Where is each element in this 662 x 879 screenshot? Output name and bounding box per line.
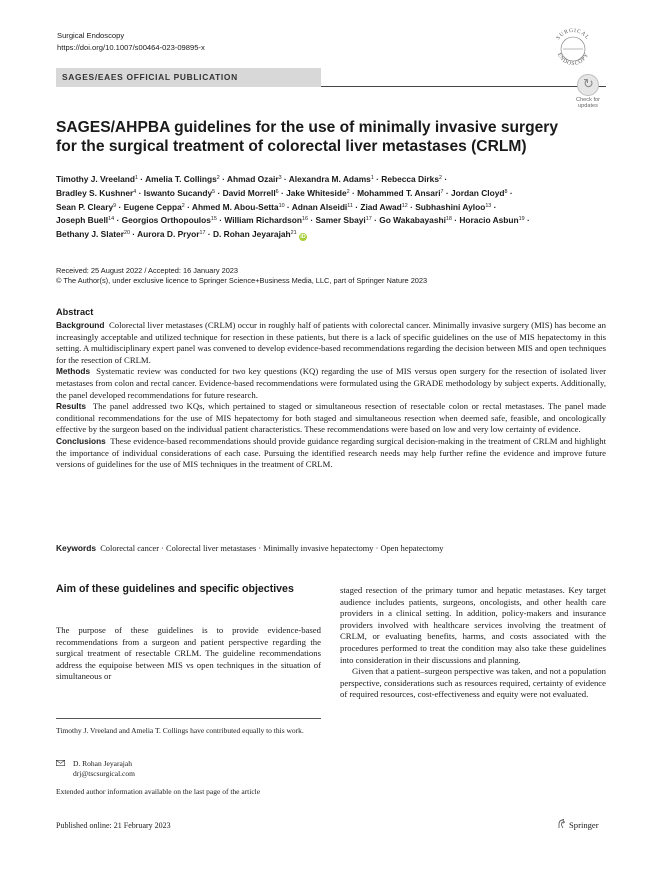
svg-text:SURGICAL: SURGICAL bbox=[555, 27, 591, 42]
doi-link[interactable]: https://doi.org/10.1007/s00464-023-09895-x bbox=[57, 43, 205, 52]
author-affiliation: 21 bbox=[290, 230, 297, 237]
author-entry bbox=[360, 202, 407, 212]
author-affiliation: 12 bbox=[401, 202, 408, 209]
author-name[interactable]: Ahmad Ozair bbox=[226, 174, 279, 184]
publisher-name: Springer bbox=[569, 820, 599, 830]
footnote-extended-info: Extended author information available on the last page of the article bbox=[56, 787, 261, 796]
keywords-text: Colorectal cancer · Colorectal liver metastases · Minimally invasive hepatectomy · Open hepatectomy bbox=[100, 544, 444, 553]
orcid-icon[interactable]: iD bbox=[300, 234, 306, 241]
published-online-date: Published online: 21 February 2023 bbox=[56, 821, 171, 830]
author-name[interactable]: Timothy J. Vreeland bbox=[56, 174, 135, 184]
author-entry bbox=[56, 229, 130, 239]
abstract-label: Conclusions bbox=[56, 435, 106, 446]
author-affiliation: 2 bbox=[346, 188, 350, 195]
abstract-label: Methods bbox=[56, 366, 91, 377]
author-list: Timothy J. Vreeland$^1$ · Amelia T. Collings$^2$ · Ahmad Ozair$^3$ · Alexandra M. Adams$^1$ · Rebecca Dirks$^2$ · Bradley S. Kushner$^4$ · Iswanto Sucandy$^5$ · David Morrell$^6$ · Jake Whiteside$^2$ · Mohammed T. Ansari$^7$ · Jordan Cloyd$^8$ · Sean P. Cleary$^9$ · Eugene Ceppa$^2$ · Ahmed M. Abou-Setta$^{10}$ · Adnan Alseidi$^{11}$ · Ziad Awad$^{12}$ · Subhashini Ayloo$^{13}$ · Joseph Buell$^{14}$ · Georgios Orthopoulos$^{15}$ · William Richardson$^{16}$ · Samer Sbayi$^{17}$ · Go Wakabayashi$^{18}$ · Horacio Asbun$^{19}$ · Bethany J. Slater$^{20}$ · Aurora D. Pryor$^{17}$ · D. Rohan Jeyarajah$^{21}$ iD bbox=[56, 174, 530, 241]
author-entry bbox=[379, 215, 452, 225]
copyright-notice: © The Author(s), under exclusive licence to Springer Science+Business Media, LLC, part of Springer Nature 2023 bbox=[56, 276, 428, 285]
author-name[interactable]: Alexandra M. Adams bbox=[288, 174, 371, 184]
author-name[interactable]: Joseph Buell bbox=[56, 215, 109, 226]
author-affiliation: 10 bbox=[278, 202, 285, 209]
author-affiliation: 2 bbox=[439, 175, 442, 181]
section-heading: Aim of these guidelines and specific objectives bbox=[56, 583, 294, 595]
author-name[interactable]: Subhashini Ayloo bbox=[415, 201, 486, 212]
author-entry bbox=[227, 174, 282, 184]
author-entry bbox=[451, 188, 508, 198]
author-entry bbox=[224, 215, 308, 225]
title-line-1: SAGES/AHPBA guidelines for the use of minimally invasive surgery bbox=[56, 119, 559, 136]
received-accepted-dates: Received: 25 August 2022 / Accepted: 16 January 2023 bbox=[56, 266, 239, 275]
author-name[interactable]: Bradley S. Kushner bbox=[56, 187, 134, 198]
author-name[interactable]: Samer Sbayi bbox=[315, 215, 366, 226]
author-entry bbox=[223, 188, 279, 198]
author-name[interactable]: Amelia T. Collings bbox=[145, 174, 217, 184]
author-affiliation: 4 bbox=[133, 188, 137, 195]
author-entry bbox=[381, 174, 442, 184]
author-name[interactable]: Iswanto Sucandy bbox=[143, 187, 213, 198]
right-column-paragraph-2: Given that a patient–surgeon perspective was taken, and not a population perspective, considerations such as resources required, certainty of evidence of required resources, cost-effectiveness and equity were not evaluated. bbox=[340, 666, 606, 700]
author-entry bbox=[144, 188, 215, 198]
author-affiliation: 13 bbox=[485, 202, 492, 209]
author-affiliation: 17 bbox=[199, 230, 206, 237]
author-name[interactable]: Aurora D. Pryor bbox=[137, 229, 200, 240]
author-affiliation: 7 bbox=[440, 188, 444, 195]
author-affiliation: 20 bbox=[123, 230, 130, 237]
abstract-background: Background Colorectal liver metastases (CRLM) occur in roughly half of patients with colorectal cancer. Minimally invasive surgery (MIS) has become an increasingly acceptable and utilized technique for resection in these patients, but there is a lack of specific guidelines on the use of MIS hepatectomy in this setting. A multidisciplinary expert panel was convened to develop evidence-based recommendations regarding the decision between MIS and open techniques for the resection of CRLM. bbox=[56, 320, 606, 365]
footnote-rule bbox=[56, 718, 321, 719]
author-name[interactable]: David Morrell bbox=[222, 187, 276, 198]
author-entry bbox=[122, 215, 217, 225]
author-affiliation: 6 bbox=[275, 188, 279, 195]
author-name[interactable]: Horacio Asbun bbox=[459, 215, 519, 226]
author-name[interactable]: Eugene Ceppa bbox=[123, 201, 182, 212]
author-affiliation: 17 bbox=[365, 216, 372, 223]
contact-email[interactable]: drj@tscsurgical.com bbox=[73, 769, 135, 778]
author-name[interactable]: Jordan Cloyd bbox=[451, 187, 505, 198]
check-for-updates-button[interactable] bbox=[570, 74, 606, 110]
left-column-paragraph: The purpose of these guidelines is to provide evidence-based recommendations from a surgeon and patient perspective regarding the surgical treatment of resectable CRLM. The guideline recommendations address the equipoise between MIS vs open techniques in the situation of simultaneous or bbox=[56, 625, 321, 682]
check-updates-icon: ↻ bbox=[577, 74, 599, 96]
author-affiliation: 15 bbox=[210, 216, 217, 223]
abstract-body bbox=[56, 320, 606, 471]
author-entry bbox=[315, 215, 371, 225]
author-name[interactable]: Jake Whiteside bbox=[286, 187, 347, 198]
author-entry bbox=[124, 202, 185, 212]
author-name[interactable]: Ahmed M. Abou-Setta bbox=[191, 201, 279, 212]
author-name[interactable]: Adnan Alseidi bbox=[291, 201, 348, 212]
article-title bbox=[56, 118, 606, 156]
author-affiliation: 11 bbox=[347, 202, 353, 209]
author-affiliation: 18 bbox=[445, 216, 452, 223]
author-entry bbox=[286, 188, 350, 198]
banner-rule bbox=[321, 86, 606, 87]
author-entry bbox=[56, 188, 136, 198]
check-updates-label-2: updates bbox=[578, 103, 598, 109]
keywords-label: Keywords bbox=[56, 543, 97, 553]
author-affiliation: 8 bbox=[504, 188, 508, 195]
author-affiliation: 14 bbox=[108, 216, 115, 223]
author-affiliation: 2 bbox=[216, 175, 220, 181]
author-affiliation: 16 bbox=[302, 216, 309, 223]
publication-banner bbox=[56, 68, 321, 87]
svg-text:ENDOSCOPY: ENDOSCOPY bbox=[555, 52, 591, 68]
author-entry bbox=[137, 229, 205, 239]
publication-banner-label: SAGES/EAES OFFICIAL PUBLICATION bbox=[62, 72, 238, 82]
author-affiliation: 19 bbox=[518, 216, 525, 223]
abstract-label: Results bbox=[56, 401, 86, 412]
author-entry bbox=[56, 215, 114, 225]
author-name[interactable]: Georgios Orthopoulos bbox=[121, 215, 211, 226]
author-affiliation: 1 bbox=[134, 175, 138, 181]
author-name[interactable]: William Richardson bbox=[224, 215, 303, 226]
author-affiliation: 1 bbox=[370, 175, 374, 181]
journal-logo-icon bbox=[548, 22, 598, 72]
abstract-heading: Abstract bbox=[56, 307, 94, 317]
right-column-paragraph-1: staged resection of the primary tumor and hepatic metastases. Key target audience includes patients, surgeons, oncologists, and other health care providers in a clinical setting. In addition, policy-makers and insurance providers involved with healthcare services involving the treatment of CRLM, or evaluating benefits, harms, and costs associated with the procedures performed to treat the condition may also take these guidelines into consideration in their discussions and planning. bbox=[340, 585, 606, 665]
author-name[interactable]: Mohammed T. Ansari bbox=[357, 187, 441, 198]
abstract-label: Background bbox=[56, 320, 105, 330]
author-affiliation: 5 bbox=[212, 188, 216, 195]
check-updates-label-1: Check for bbox=[576, 97, 600, 103]
author-entry bbox=[357, 188, 443, 198]
envelope-icon bbox=[56, 760, 65, 766]
right-column bbox=[340, 585, 606, 701]
author-name[interactable]: D. Rohan Jeyarajah bbox=[212, 229, 291, 240]
author-name[interactable]: Sean P. Cleary bbox=[56, 201, 114, 212]
author-entry bbox=[292, 202, 353, 212]
abstract-conclusions: Conclusions These evidence-based recommendations should provide guidance regarding surgical decision-making in the treatment of CRLM and highlight the importance of individual considerations of each case. Pursuing the identified research needs may help further refine the evidence and improve future versions of guidelines for the use of MIS techniques in the treatment of CRLM. bbox=[56, 435, 606, 470]
author-entry bbox=[145, 174, 220, 184]
contact-name: D. Rohan Jeyarajah bbox=[73, 759, 132, 768]
abstract-results: Results The panel addressed two KQs, which pertained to staged or simultaneous resection of resectable colon or rectal metastases. The panel made conditional recommendations for the use of MIS hepatectomy for both staged and simultaneous resection when deemed safe, feasible, and oncologically effective by the surgeon based on the individual patient characteristics. These recommendations were based on low and very low certainty of evidence. bbox=[56, 401, 607, 435]
author-affiliation: 2 bbox=[181, 202, 185, 209]
author-entry bbox=[56, 174, 138, 184]
author-name[interactable]: Go Wakabayashi bbox=[379, 215, 446, 226]
author-name[interactable]: Bethany J. Slater bbox=[56, 229, 124, 240]
title-line-2: for the surgical treatment of colorectal liver metastases (CRLM) bbox=[56, 138, 527, 155]
author-entry bbox=[56, 202, 116, 212]
springer-horse-icon bbox=[557, 819, 566, 829]
footnote-equal-contribution: Timothy J. Vreeland and Amelia T. Collings have contributed equally to this work. bbox=[56, 726, 304, 735]
author-entry bbox=[459, 215, 524, 225]
author-affiliation: 3 bbox=[278, 175, 282, 181]
author-affiliation: 9 bbox=[113, 202, 117, 209]
author-name[interactable]: Ziad Awad bbox=[360, 201, 402, 212]
publisher-logo bbox=[557, 819, 599, 830]
journal-name: Surgical Endoscopy bbox=[57, 31, 125, 40]
abstract-methods: Methods Systematic review was conducted for two key questions (KQ) regarding the use of MIS versus open surgery for the resection of isolated liver metastases from colon and rectal cancer. Evidence-based recommendations were formulated using the GRADE methodology by subject experts. Additionally, the panel developed recommendations for future research. bbox=[56, 366, 606, 400]
author-entry bbox=[415, 202, 491, 212]
keywords bbox=[56, 543, 606, 553]
footnote-correspondence bbox=[56, 759, 321, 779]
author-entry bbox=[213, 229, 307, 239]
author-entry bbox=[289, 174, 374, 184]
author-entry bbox=[192, 202, 285, 212]
author-name[interactable]: Rebecca Dirks bbox=[381, 174, 439, 184]
